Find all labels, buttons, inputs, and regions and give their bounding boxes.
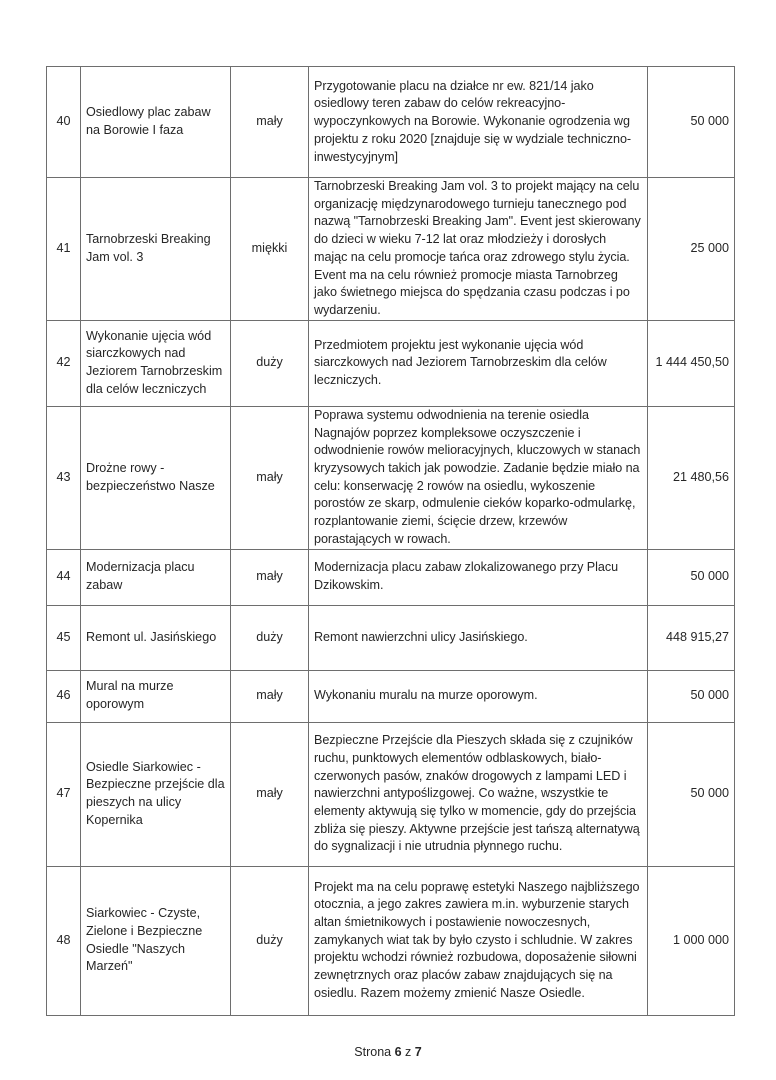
project-amount: 1 000 000	[648, 866, 735, 1015]
row-number: 40	[47, 67, 81, 178]
project-description: Remont nawierzchni ulicy Jasińskiego.	[309, 605, 648, 670]
project-name: Modernizacja placu zabaw	[81, 549, 231, 605]
row-number: 42	[47, 320, 81, 406]
table-row	[47, 67, 735, 178]
project-type: duży	[231, 866, 309, 1015]
project-amount: 50 000	[648, 549, 735, 605]
project-type: mały	[231, 549, 309, 605]
project-description: Projekt ma na celu poprawę estetyki Naszego najbliższego otocznia, a jego zakres zawiera m.in. wyburzenie starych altan śmietnikowych i postawienie nowoczesnych, zamykanych wiat tak by było czysto i schludnie. W zakres projektu wchodzi również rozbudowa, doposażenie siłowni zewnętrznych oraz placów zabaw znajdujących się na osiedlu. Razem możemy zmienić Nasze Osiedle.	[309, 866, 648, 1015]
total-pages-number: 7	[414, 1045, 422, 1059]
project-amount: 50 000	[648, 67, 735, 178]
project-amount: 50 000	[648, 722, 735, 866]
project-type: mały	[231, 67, 309, 178]
project-name: Siarkowiec - Czyste, Zielone i Bezpieczne Osiedle "Naszych Marzeń"	[81, 866, 231, 1015]
page-footer	[0, 1045, 776, 1059]
project-description: Tarnobrzeski Breaking Jam vol. 3 to projekt mający na celu organizację międzynarodowego turnieju tanecznego pod nazwą "Tarnobrzeski Breaking Jam". Event jest skierowany do dzieci w wieku 7-12 lat oraz młodzieży i dorosłych mając na celu promocje tańca oraz zdrowego stylu życia. Event ma na celu również promocje miasta Tarnobrzeg jako świetnego miejsca do spędzania czasu podczas i po wydarzeniu.	[309, 178, 648, 321]
project-amount: 50 000	[648, 670, 735, 722]
project-name: Osiedle Siarkowiec - Bezpieczne przejście dla pieszych na ulicy Kopernika	[81, 722, 231, 866]
row-number: 45	[47, 605, 81, 670]
project-description: Modernizacja placu zabaw zlokalizowanego przy Placu Dzikowskim.	[309, 549, 648, 605]
project-type: mały	[231, 670, 309, 722]
project-amount: 25 000	[648, 178, 735, 321]
project-type: miękki	[231, 178, 309, 321]
current-page-number: 6	[394, 1045, 402, 1059]
table-row	[47, 178, 735, 321]
row-number: 47	[47, 722, 81, 866]
project-name: Mural na murze oporowym	[81, 670, 231, 722]
project-type: mały	[231, 406, 309, 549]
table-row	[47, 866, 735, 1015]
page-label: Strona	[354, 1045, 392, 1059]
table-row	[47, 670, 735, 722]
project-type: duży	[231, 320, 309, 406]
row-number: 48	[47, 866, 81, 1015]
project-name: Osiedlowy plac zabaw na Borowie I faza	[81, 67, 231, 178]
project-description: Poprawa systemu odwodnienia na terenie osiedla Nagnajów poprzez kompleksowe oczyszczenie i odwodnienie rowów melioracyjnych, kluczowych w stanach kryzysowych takich jak powodzie. Zadanie będzie miało na celu: konserwację 2 rowów na osiedlu, wykoszenie porostów ze skarp, odmulenie cieków koparko-odmularkę, rozplantowanie ziemi, ścięcie drzew, krzewów porastających w rowach.	[309, 406, 648, 549]
project-amount: 448 915,27	[648, 605, 735, 670]
table-row	[47, 406, 735, 549]
project-description: Przedmiotem projektu jest wykonanie ujęcia wód siarczkowych nad Jeziorem Tarnobrzeskim dla celów leczniczych.	[309, 320, 648, 406]
table-row	[47, 722, 735, 866]
table-row	[47, 320, 735, 406]
project-description: Bezpieczne Przejście dla Pieszych składa się z czujników ruchu, punktowych elementów odblaskowych, biało-czerwonych pasów, znaków drogowych z lampami LED i nawierzchni antypoślizgowej. Co ważne, wszystkie te elementy aktywują się tylko w momencie, gdy do przejścia zbliża się pieszy. Aktywne przejście jest tańszą alternatywą do sygnalizacji i nie utrudnia płynnego ruchu.	[309, 722, 648, 866]
project-name: Tarnobrzeski Breaking Jam vol. 3	[81, 178, 231, 321]
row-number: 41	[47, 178, 81, 321]
project-name: Remont ul. Jasińskiego	[81, 605, 231, 670]
project-name: Wykonanie ujęcia wód siarczkowych nad Jeziorem Tarnobrzeskim dla celów leczniczych	[81, 320, 231, 406]
table-row	[47, 549, 735, 605]
row-number: 46	[47, 670, 81, 722]
project-description: Wykonaniu muralu na murze oporowym.	[309, 670, 648, 722]
project-type: duży	[231, 605, 309, 670]
projects-table	[46, 66, 735, 1016]
project-type: mały	[231, 722, 309, 866]
row-number: 44	[47, 549, 81, 605]
project-name: Drożne rowy - bezpieczeństwo Nasze	[81, 406, 231, 549]
project-amount: 1 444 450,50	[648, 320, 735, 406]
project-description: Przygotowanie placu na działce nr ew. 821/14 jako osiedlowy teren zabaw do celów rekreacyjno-wypoczynkowych na Borowie. Wykonanie ogrodzenia wg projektu z roku 2020 [znajduje się w wydziale techniczno-inwestycyjnym]	[309, 67, 648, 178]
project-amount: 21 480,56	[648, 406, 735, 549]
page-separator: z	[405, 1045, 412, 1059]
row-number: 43	[47, 406, 81, 549]
table-row	[47, 605, 735, 670]
